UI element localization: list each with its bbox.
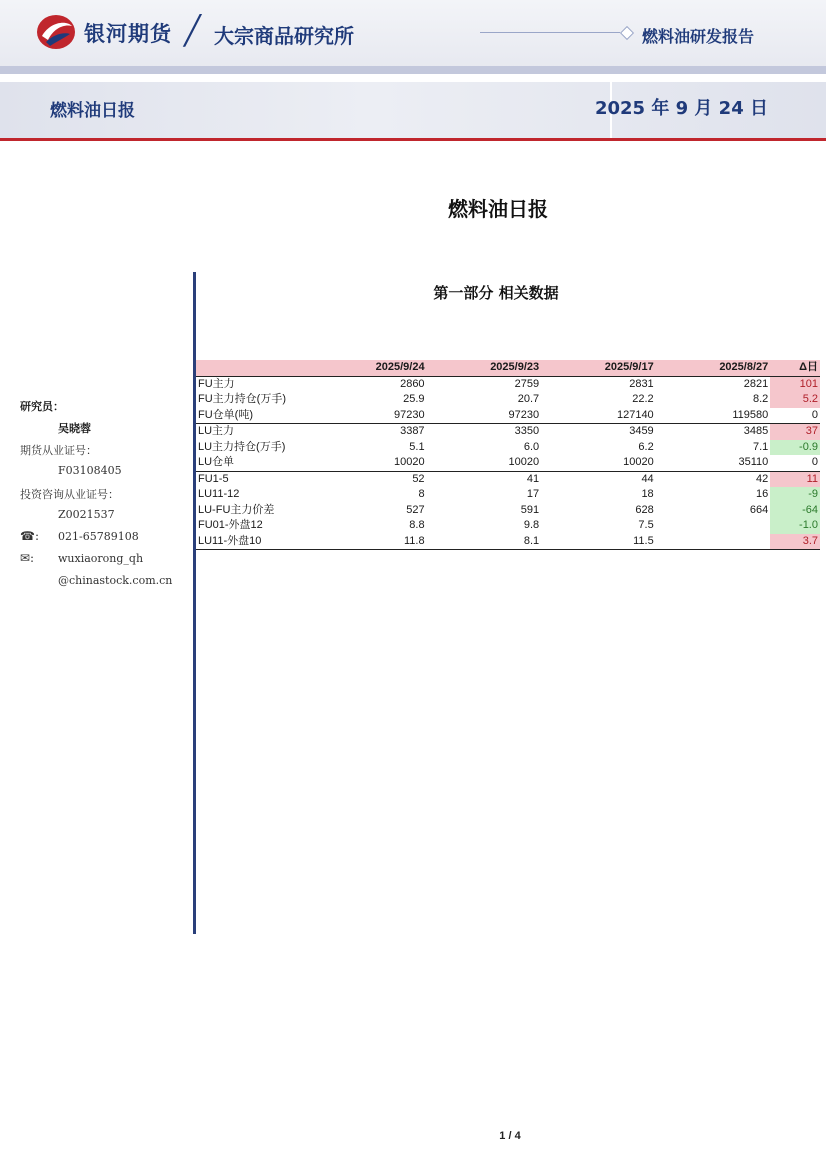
table-row xyxy=(196,392,820,408)
table-header-cell: 2025/9/17 xyxy=(541,360,656,376)
table-cell: 628 xyxy=(635,503,654,516)
table-header-cell: Δ日 xyxy=(770,360,820,376)
daily-change-cell: 101 xyxy=(770,376,820,392)
table-header-row xyxy=(196,360,820,376)
table-cell: 22.2 xyxy=(632,393,654,406)
table-cell: 52 xyxy=(412,472,425,485)
table-cell: 3350 xyxy=(514,425,540,438)
table-cell: 8.2 xyxy=(752,393,769,406)
header-stripe xyxy=(0,66,826,74)
row-label: FU01-外盘12 xyxy=(198,519,263,532)
researcher-label: 研究员： xyxy=(20,400,64,413)
galaxy-futures-logo xyxy=(36,14,76,50)
table-cell: 127140 xyxy=(541,408,656,424)
table-cell: 8 xyxy=(418,488,425,501)
table-cell: 2831 xyxy=(629,377,654,390)
futures-cert-number: F03108405 xyxy=(58,464,122,477)
row-label: FU主力 xyxy=(198,377,235,390)
table-cell: 25.9 xyxy=(403,393,425,406)
phone-icon: ☎: xyxy=(20,529,39,543)
daily-change-cell: -9 xyxy=(770,487,820,503)
row-label: FU主力持仓(万手) xyxy=(198,393,286,406)
band-title: 燃料油日报 xyxy=(50,101,135,121)
table-cell: 119580 xyxy=(656,408,771,424)
table-cell xyxy=(656,518,771,534)
header-deco-line xyxy=(480,32,620,33)
table-header-cell: 2025/8/27 xyxy=(656,360,771,376)
daily-change-cell: 0 xyxy=(770,408,820,424)
daily-change-cell: -0.9 xyxy=(770,440,820,456)
daily-change-cell: 5.2 xyxy=(770,392,820,408)
email-user[interactable]: wuxiaorong_qh xyxy=(58,552,144,565)
advisory-cert-number: Z0021537 xyxy=(58,508,115,521)
fuel-oil-data-table xyxy=(196,360,820,550)
row-label: LU11-外盘10 xyxy=(196,534,312,550)
phone-number: 021-65789108 xyxy=(58,530,139,543)
table-cell: 97230 xyxy=(312,408,427,424)
table-cell: 10020 xyxy=(541,455,656,471)
report-type: 燃料油研发报告 xyxy=(642,27,755,46)
daily-change-cell: 0 xyxy=(770,455,820,471)
table-row xyxy=(196,424,820,440)
table-cell: 41 xyxy=(526,472,540,485)
table-cell: 7.1 xyxy=(752,440,769,453)
table-cell: 20.7 xyxy=(517,393,540,406)
table-cell: 35110 xyxy=(656,455,771,471)
table-header-cell xyxy=(196,360,312,376)
daily-change-cell: 37 xyxy=(770,424,820,440)
table-cell: 9.8 xyxy=(523,519,540,532)
row-label: LU仓单 xyxy=(196,455,312,471)
table-row xyxy=(196,518,820,534)
table-row xyxy=(196,471,820,487)
advisory-cert-label: 投资咨询从业证号： xyxy=(20,488,119,501)
daily-change-cell: 11 xyxy=(770,471,820,487)
table-row xyxy=(196,440,820,456)
page-number: 1 / 4 xyxy=(499,1130,521,1142)
table-row xyxy=(196,455,820,471)
table-cell: 97230 xyxy=(427,408,542,424)
table-cell: 527 xyxy=(406,503,425,516)
table-cell: 7.5 xyxy=(638,519,654,532)
table-row xyxy=(196,534,820,550)
researcher-name: 吴晓蓉 xyxy=(58,422,91,435)
header-slash: ╱ xyxy=(184,14,201,47)
table-cell xyxy=(656,534,771,550)
table-header-cell: 2025/9/24 xyxy=(312,360,427,376)
table-cell: 591 xyxy=(520,503,540,516)
table-cell: 8.1 xyxy=(427,534,542,550)
row-label: LU-FU主力价差 xyxy=(198,503,275,516)
row-label: LU11-12 xyxy=(198,488,240,501)
table-cell: 2759 xyxy=(514,377,540,390)
table-header-cell: 2025/9/23 xyxy=(427,360,542,376)
table-cell: 664 xyxy=(749,503,769,516)
row-label: FU仓单(吨) xyxy=(196,408,312,424)
section-title: 第一部分 相关数据 xyxy=(433,284,559,302)
row-label: LU主力持仓(万手) xyxy=(198,440,286,453)
table-cell: 11.8 xyxy=(312,534,427,550)
daily-change-cell: 3.7 xyxy=(770,534,820,550)
table-cell: 42 xyxy=(756,472,769,485)
table-cell: 3485 xyxy=(743,425,769,438)
table-row xyxy=(196,376,820,392)
table-cell: 17 xyxy=(526,488,540,501)
futures-cert-label: 期货从业证号： xyxy=(20,444,97,457)
table-cell: 5.1 xyxy=(409,440,425,453)
table-cell: 44 xyxy=(641,472,654,485)
daily-change-cell: -64 xyxy=(770,503,820,519)
table-cell: 3459 xyxy=(629,425,654,438)
document-title: 燃料油日报 xyxy=(448,197,548,221)
table-cell: 3387 xyxy=(400,425,425,438)
header-red-rule xyxy=(0,138,826,141)
table-cell: 10020 xyxy=(312,455,427,471)
institute-name: 大宗商品研究所 xyxy=(214,24,354,48)
email-icon: ✉: xyxy=(20,551,35,565)
email-domain[interactable]: @chinastock.com.cn xyxy=(58,574,173,587)
row-label: LU主力 xyxy=(198,425,235,438)
table-cell: 2860 xyxy=(400,377,425,390)
table-row xyxy=(196,408,820,424)
table-cell: 2821 xyxy=(743,377,769,390)
table-cell: 16 xyxy=(756,488,769,501)
table-cell: 6.0 xyxy=(523,440,540,453)
table-row xyxy=(196,487,820,503)
row-label: FU1-5 xyxy=(198,472,229,485)
table-row xyxy=(196,503,820,519)
table-cell: 8.8 xyxy=(409,519,425,532)
table-cell: 10020 xyxy=(427,455,542,471)
company-name: 银河期货 xyxy=(84,22,172,46)
table-cell: 18 xyxy=(641,488,654,501)
table-cell: 6.2 xyxy=(638,440,654,453)
daily-change-cell: -1.0 xyxy=(770,518,820,534)
table-cell: 11.5 xyxy=(541,534,656,550)
report-date: 2025 年 9 月 24 日 xyxy=(594,98,768,119)
